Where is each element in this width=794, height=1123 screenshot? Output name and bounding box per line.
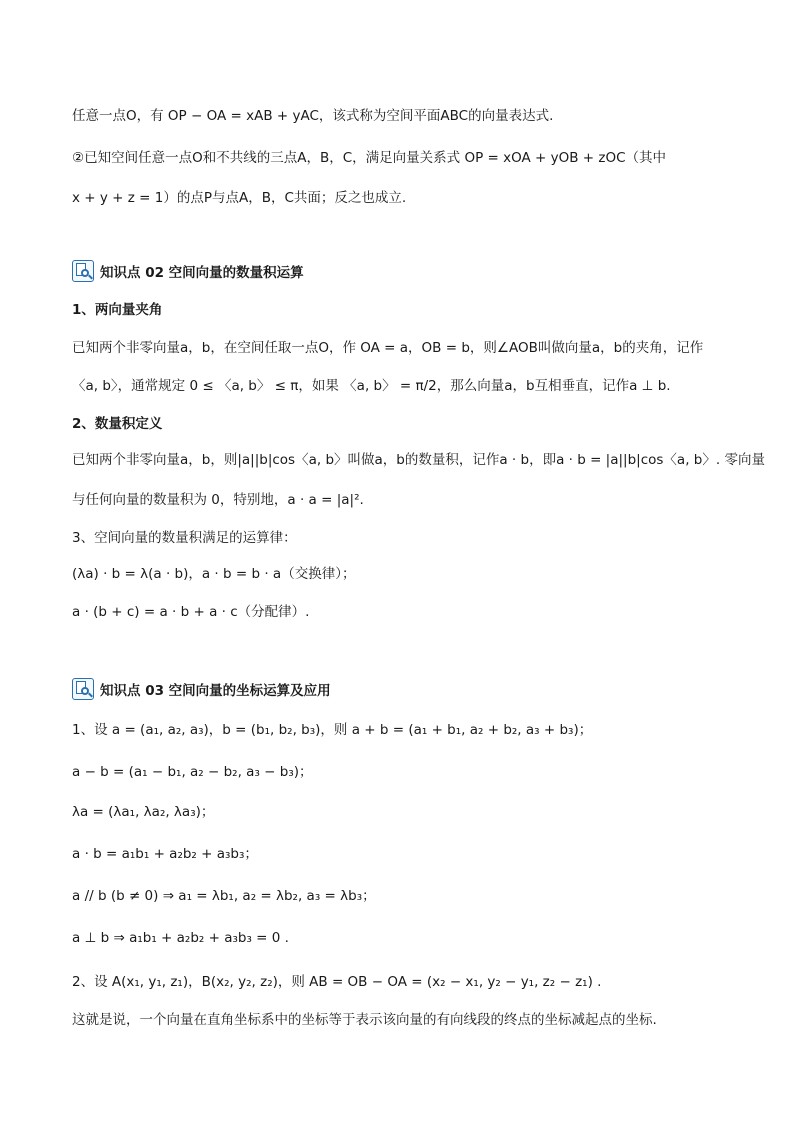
subheading-angle: 1、两向量夹角 bbox=[72, 302, 163, 318]
document-search-icon bbox=[72, 260, 94, 282]
section-03-header bbox=[72, 676, 331, 702]
angle-line-2: 〈a, b〉，通常规定 0 ≤ 〈a, b〉 ≤ π，如果 〈a, b〉 = π/2，那么向量a，b互相垂直，记作a ⊥ b. bbox=[72, 378, 671, 394]
dot-line-1: 已知两个非零向量a，b，则|a||b|cos〈a, b〉叫做a，b的数量积，记作a · b，即a · b = |a||b|cos〈a, b〉. 零向量 bbox=[72, 452, 765, 468]
intro-line-3: x + y + z = 1）的点P与点A，B，C共面；反之也成立. bbox=[72, 190, 407, 206]
coord-line-7: 2、设 A(x₁, y₁, z₁)，B(x₂, y₂, z₂)，则 AB = OB − OA = (x₂ − x₁, y₂ − y₁, z₂ − z₁) . bbox=[72, 974, 602, 990]
subheading-dot-product: 2、数量积定义 bbox=[72, 416, 163, 432]
coord-line-5: a // b (b ≠ 0) ⇒ a₁ = λb₁, a₂ = λb₂, a₃ = λb₃； bbox=[72, 888, 376, 904]
coord-line-3: λa = (λa₁, λa₂, λa₃)； bbox=[72, 804, 215, 820]
coord-line-2: a − b = (a₁ − b₁, a₂ − b₂, a₃ − b₃)； bbox=[72, 764, 313, 780]
laws-line-2: a · (b + c) = a · b + a · c（分配律）. bbox=[72, 604, 310, 620]
coord-line-8: 这就是说，一个向量在直角坐标系中的坐标等于表示该向量的有向线段的终点的坐标减起点的坐标. bbox=[72, 1012, 657, 1028]
laws-line-1: (λa) · b = λ(a · b)，a · b = b · a（交换律）； bbox=[72, 566, 356, 582]
dot-line-2: 与任何向量的数量积为 0，特别地，a · a = |a|². bbox=[72, 492, 364, 508]
coord-line-6: a ⊥ b ⇒ a₁b₁ + a₂b₂ + a₃b₃ = 0 . bbox=[72, 930, 289, 946]
document-search-icon bbox=[72, 678, 94, 700]
intro-line-2: ②已知空间任意一点O和不共线的三点A，B，C，满足向量关系式 OP = xOA + yOB + zOC（其中 bbox=[72, 150, 667, 166]
subheading-laws: 3、空间向量的数量积满足的运算律： bbox=[72, 530, 297, 546]
section-02-header bbox=[72, 258, 304, 284]
angle-line-1: 已知两个非零向量a，b，在空间任取一点O，作 OA = a，OB = b，则∠AOB叫做向量a，b的夹角，记作 bbox=[72, 340, 704, 356]
section-02-title: 知识点 02 空间向量的数量积运算 bbox=[100, 265, 304, 281]
section-03-title: 知识点 03 空间向量的坐标运算及应用 bbox=[100, 683, 331, 699]
coord-line-1: 1、设 a = (a₁, a₂, a₃)，b = (b₁, b₂, b₃)，则 a + b = (a₁ + b₁, a₂ + b₂, a₃ + b₃)； bbox=[72, 722, 593, 738]
intro-line-1: 任意一点O，有 OP − OA = xAB + yAC，该式称为空间平面ABC的向量表达式. bbox=[72, 108, 554, 124]
coord-line-4: a · b = a₁b₁ + a₂b₂ + a₃b₃； bbox=[72, 846, 258, 862]
